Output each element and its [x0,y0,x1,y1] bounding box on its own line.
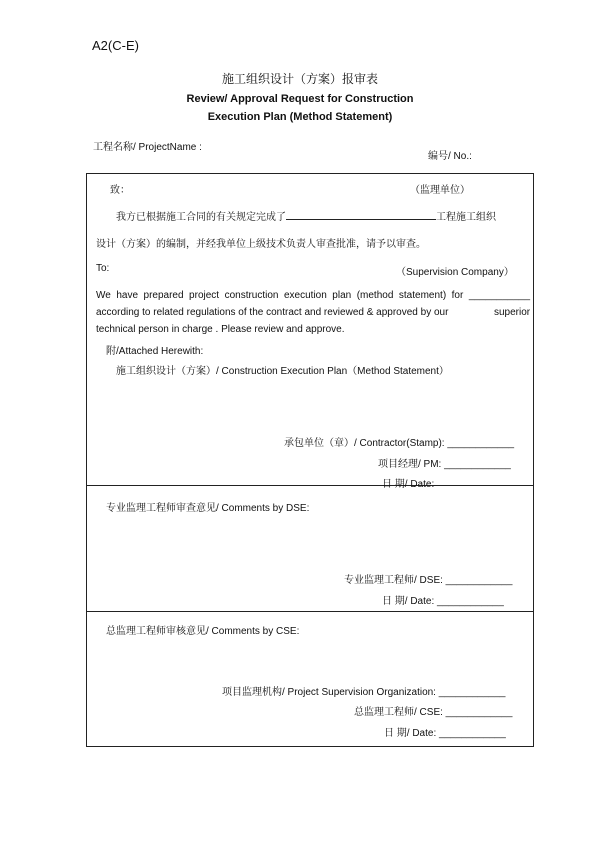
body-en-line-1: We have prepared project construction execution plan (method statement) for ___________ [96,290,530,301]
number-label: 编号/ No.: [428,151,472,162]
form-title-en-line-2: Execution Plan (Method Statement) [207,111,393,123]
section-divider-1 [86,485,534,486]
cse-signature-label: 总监理工程师/ CSE: ____________ [354,707,513,718]
section-divider-2 [86,611,534,612]
body-en-line-2-superior: superior [494,307,531,318]
date-label-1: 日 期/ Date: [382,479,435,490]
attached-item: 施工组织设计（方案）/ Construction Execution Plan（Method Statement） [116,366,449,377]
attached-label: 附/Attached Herewith: [106,346,204,357]
cse-comments-label: 总监理工程师审核意见/ Comments by CSE: [106,626,300,637]
contractor-stamp-label: 承包单位（章）/ Contractor(Stamp): ____________ [284,438,515,449]
date-label-3: 日 期/ Date: ____________ [384,728,506,739]
supervision-company-en: （Supervision Company） [396,267,514,278]
body-cn-line-1-suffix: 工程施工组织 [436,212,496,223]
body-cn-line-2: 设计（方案）的编制，并经我单位上级技术负责人审查批准，请予以审查。 [96,239,426,250]
project-blank-cn[interactable] [286,209,436,220]
form-title-cn: 施工组织设计（方案）报审表 [221,72,378,86]
body-en-line-2: according to related regulations of the contract and reviewed & approved by our [96,307,449,318]
body-cn-line-1-text: 我方已根据施工合同的有关规定完成了 [116,212,286,223]
supervision-organization-label: 项目监理机构/ Project Supervision Organization: ____________ [222,687,506,698]
body-cn-line-1 [116,208,496,223]
dse-comments-label: 专业监理工程师审查意见/ Comments by DSE: [106,503,310,514]
body-en-line-3: technical person in charge . Please review and approve. [96,324,345,335]
form-code: A2(C-E) [92,38,139,53]
supervision-unit-cn: （监理单位） [410,185,470,196]
to-label-en: To: [96,263,110,274]
to-label-cn: 致： [110,185,130,196]
project-name-label: 工程名称/ ProjectName : [93,142,202,153]
dse-signature-label: 专业监理工程师/ DSE: ____________ [344,575,513,586]
form-title-en-line-1: Review/ Approval Request for Construction [186,93,414,105]
date-label-2: 日 期/ Date: ____________ [382,596,504,607]
pm-label: 项目经理/ PM: ____________ [378,459,511,470]
